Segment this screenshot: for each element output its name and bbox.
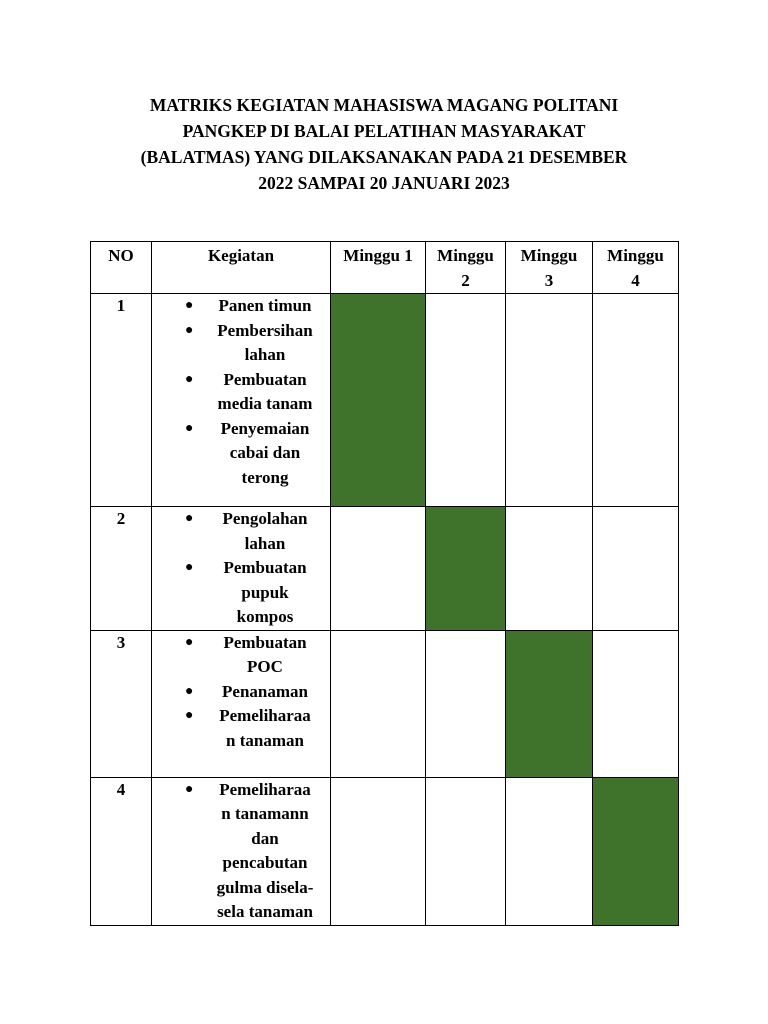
activity-text-line: pencabutan [222,853,308,872]
activity-text-line: lahan [244,533,286,553]
activity-text-line: Pemeliharaa [219,779,311,799]
table-row [91,294,679,507]
title-line: (BALATMAS) YANG DILAKSANAKAN PADA 21 DESEMBER [140,147,628,167]
bullet-icon: ● [185,298,194,313]
activity-text-line: cabai dan [229,443,301,462]
table-body [91,294,679,926]
activity-cell [152,507,331,631]
activity-item [152,507,330,556]
header-week-3: Minggu 3 [506,242,593,294]
bullet-icon: ● [185,322,194,338]
activity-cell [152,630,331,777]
activity-item [152,368,330,417]
activity-text-line: kompos [236,607,294,626]
title-line: MATRIKS KEGIATAN MAHASISWA MAGANG POLITANI [149,95,619,115]
week-1-cell [331,777,426,925]
week-4-cell [593,777,679,925]
table-row [91,777,679,925]
week-2-cell [426,630,506,777]
activity-text-line: Pembuatan [223,632,307,652]
document-title [90,92,678,196]
title-line: 2022 SAMPAI 20 JANUARI 2023 [258,173,510,193]
activity-list [152,631,330,754]
activity-text-line: Pembuatan [223,369,307,389]
bullet-icon: ● [185,560,194,575]
table-row [91,507,679,631]
week-3-cell [506,507,593,631]
activity-item [152,631,330,680]
header-no: NO [91,242,152,294]
bullet-icon: ● [185,683,194,699]
week-3-cell [506,777,593,925]
activity-text-line: media tanam [217,394,313,413]
title-line: PANGKEP DI BALAI PELATIHAN MASYARAKAT [182,121,586,141]
activity-list [152,294,330,490]
header-week-2: Minggu 2 [426,242,506,294]
header-week-1: Minggu 1 [331,242,426,294]
bullet-icon: ● [185,371,194,387]
week-2-cell [426,294,506,507]
week-1-cell [331,630,426,777]
activity-text-line: sela tanaman [217,902,313,921]
row-number: 4 [91,777,152,925]
header-row [91,242,679,294]
activity-text-line: Penyemaian [220,418,310,438]
row-number: 3 [91,630,152,777]
row-number: 1 [91,294,152,507]
activity-text-line: pupuk [241,582,289,602]
week-4-cell [593,294,679,507]
week-2-cell [426,507,506,631]
header-kegiatan: Kegiatan [152,242,331,294]
activity-text-line: n tanaman [226,730,304,750]
activity-text-line: n tanamann [221,804,309,823]
bullet-icon: ● [185,511,194,526]
table-row [91,630,679,777]
activity-list [152,778,330,925]
activity-cell [152,294,331,507]
activity-item [152,294,330,319]
activity-text-line: Pembuatan [223,558,307,577]
activity-item [152,778,330,925]
activity-text-line: gulma disela- [216,877,314,897]
activity-cell [152,777,331,925]
activity-text-line: dan [251,828,279,848]
week-4-cell [593,507,679,631]
activity-item [152,556,330,630]
activity-item [152,319,330,368]
week-3-cell [506,294,593,507]
row-number: 2 [91,507,152,631]
activity-list [152,507,330,630]
activity-text-line: POC [247,657,283,676]
week-1-cell [331,294,426,507]
bullet-icon: ● [185,708,194,723]
activity-text-line: terong [241,467,289,487]
activity-text-line: Pengolahan [222,509,308,528]
activity-item [152,680,330,705]
activity-text-line: Pemeliharaa [219,706,311,725]
bullet-icon: ● [185,781,194,797]
activity-item [152,704,330,753]
activity-text-line: Pembersihan [217,320,313,340]
week-3-cell [506,630,593,777]
week-2-cell [426,777,506,925]
week-1-cell [331,507,426,631]
activity-matrix-table [90,241,679,926]
activity-text-line: lahan [244,345,286,364]
week-4-cell [593,630,679,777]
activity-item [152,417,330,491]
header-week-4: Minggu 4 [593,242,679,294]
activity-text-line: Penanaman [222,681,308,701]
bullet-icon: ● [185,634,194,650]
bullet-icon: ● [185,420,194,436]
activity-text-line: Panen timun [218,296,312,315]
